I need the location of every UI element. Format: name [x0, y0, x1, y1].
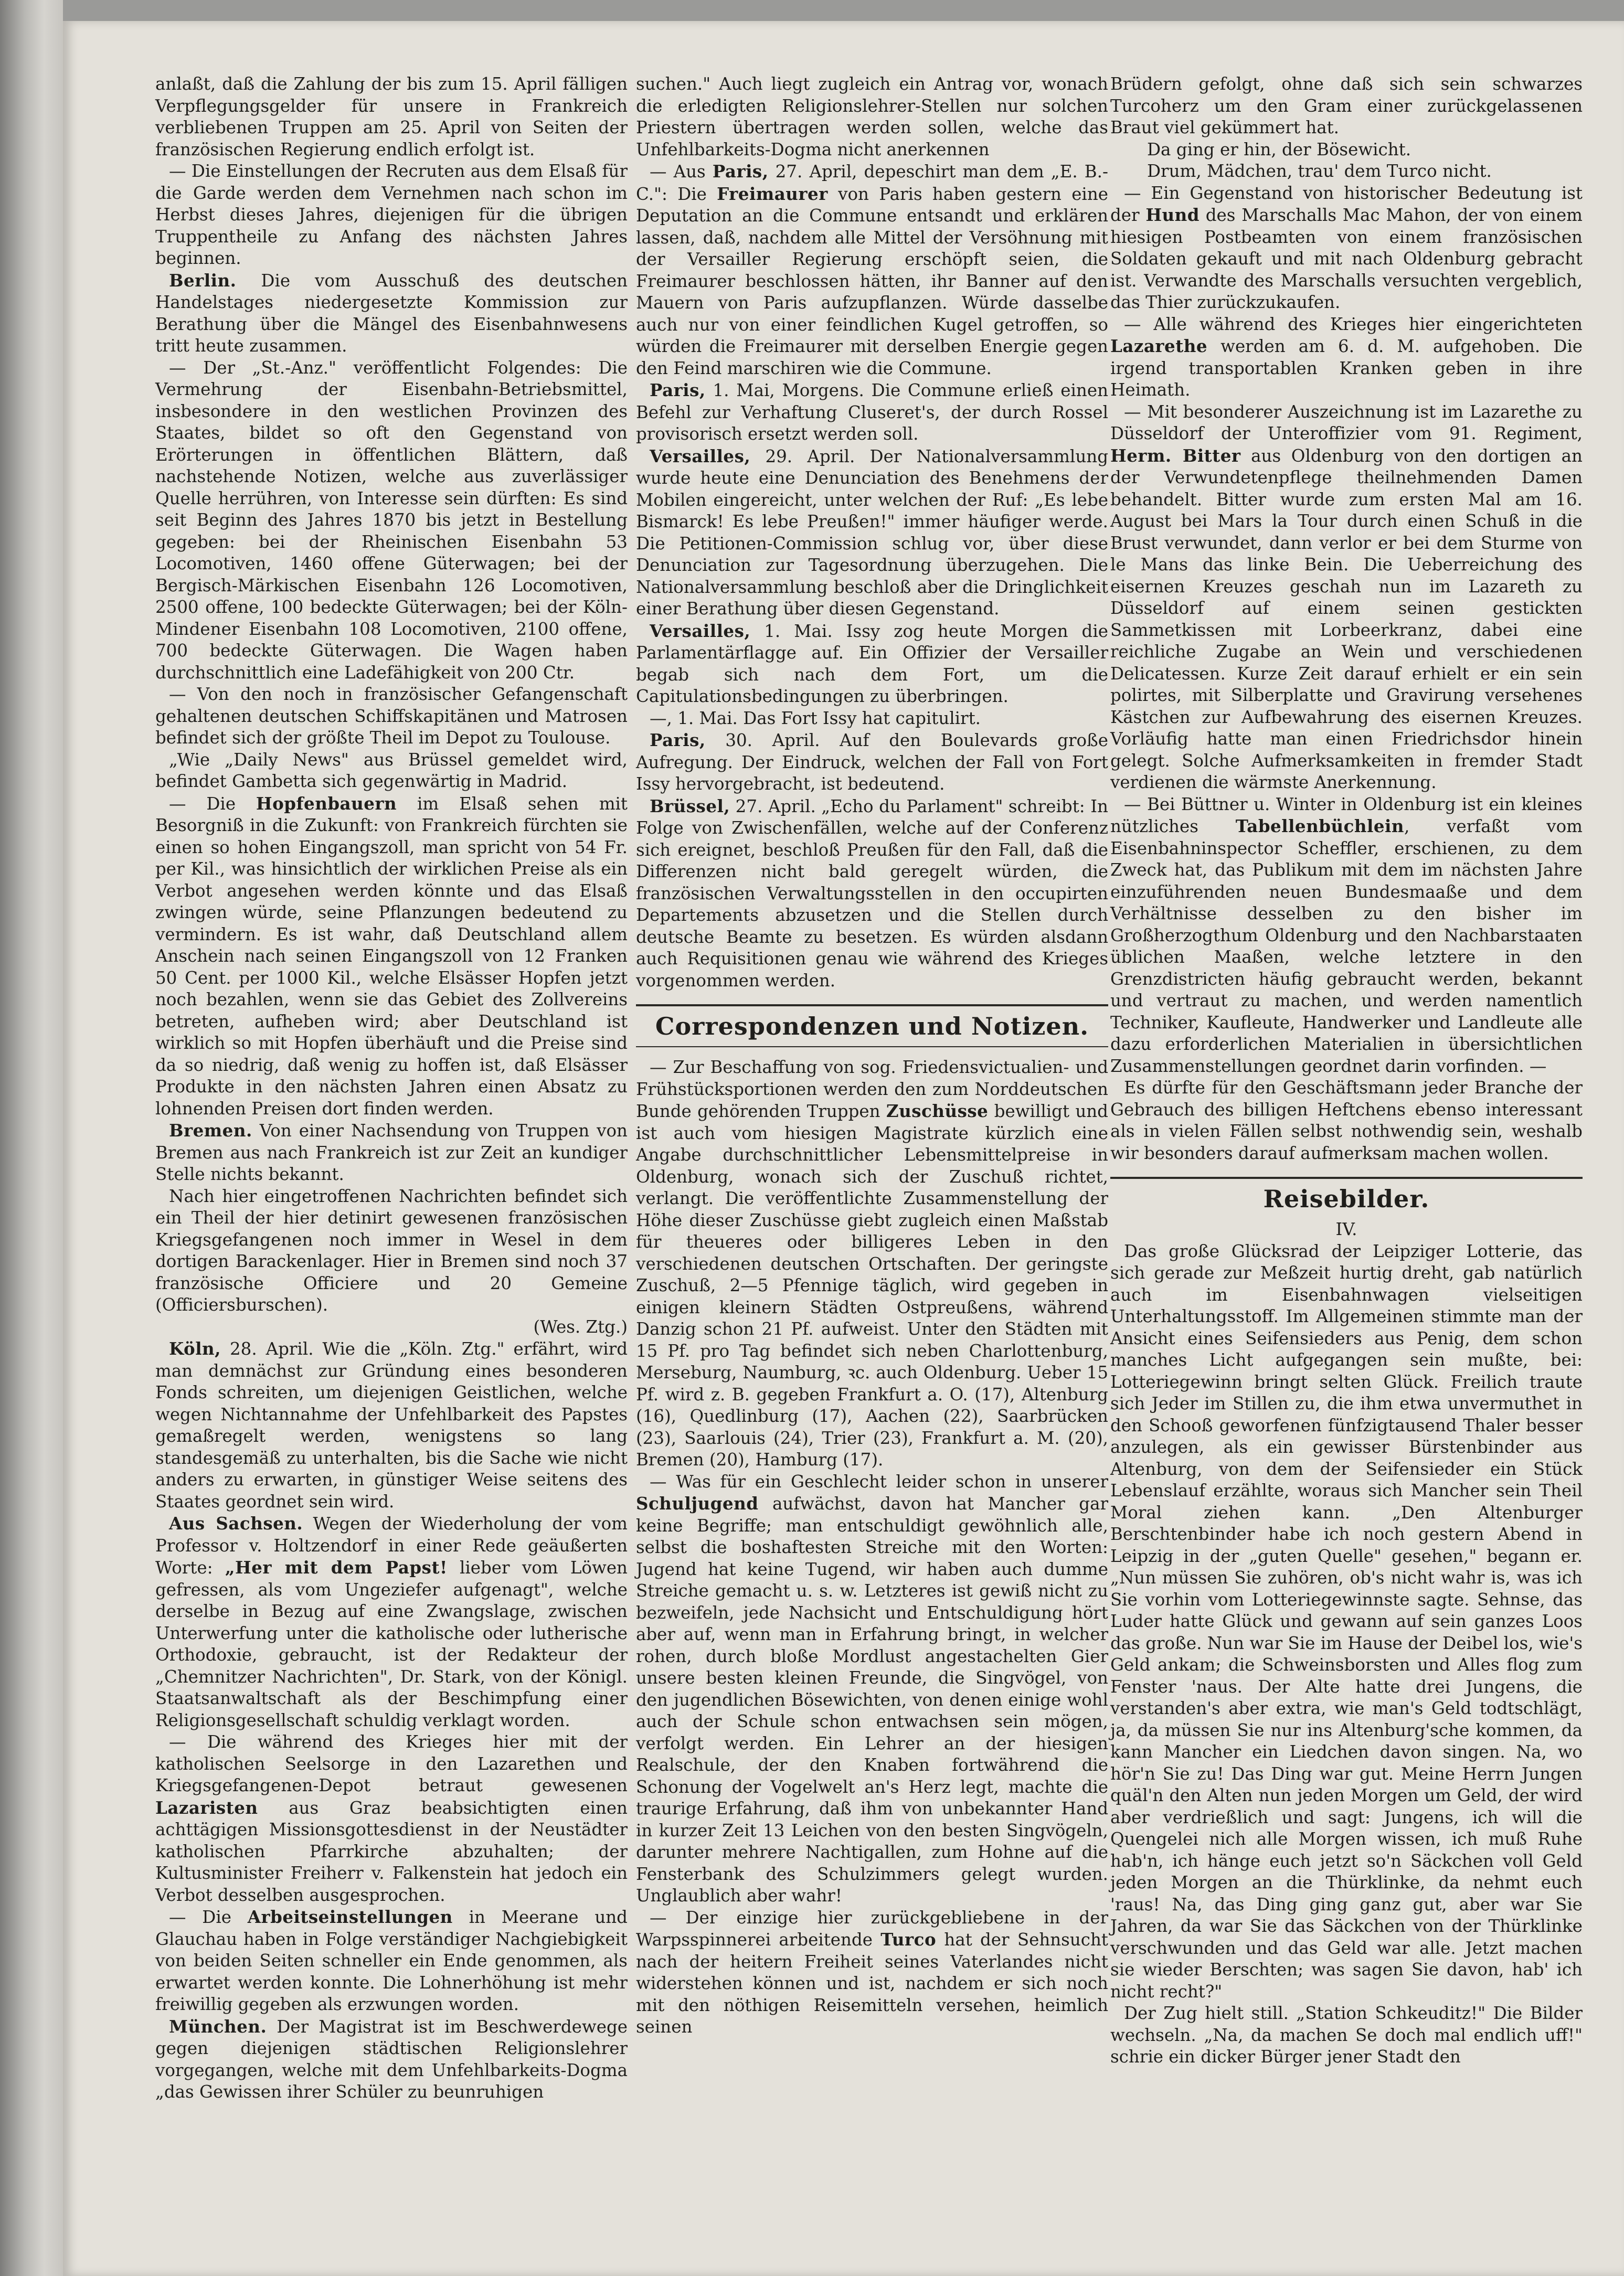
dateline: Paris,: [712, 161, 769, 182]
dateline: Aus Sachsen.: [169, 1513, 303, 1534]
article-paragraph: — Der „St.-Anz." veröffentlicht Folgendes: Die Vermehrung der Eisenbahn-Betriebsmittel, insbesondere in den westlichen Provinzen des Staates, bildet so oft den Gegenstand von Erörterungen in öffentlichen Blättern, daß nachstehende Notizen, welche aus zuverlässiger Quelle herrühren, von Interesse sein dürften: Es sind seit Beginn des Jahres 1870 bis jetzt in Bestellung gegeben: bei der Rheinischen Eisenbahn 53 Locomotiven, 1460 offene Güterwagen; bei der Bergisch-Märkischen Eisenbahn 126 Locomotiven, 2500 offene, 100 bedeckte Güterwagen; bei der Köln-Mindener Eisenbahn 108 Locomotiven, 2100 offene, 700 bedeckte Güterwagen. Die Wagen haben durchschnittlich eine Ladefähigkeit von 200 Ctr.: [155, 357, 628, 683]
keyword: Lazaristen: [155, 1797, 258, 1818]
keyword: Freimaurer: [717, 183, 828, 204]
article-paragraph: —, 1. Mai. Das Fort Issy hat capitulirt.: [650, 708, 981, 728]
dateline: Paris,: [650, 380, 706, 400]
keyword: Herm. Bitter: [1110, 445, 1241, 466]
article-hund: — Ein Gegenstand von historischer Bedeutung ist der Hund des Marschalls Mac Mahon, der von einem hiesigen Postbeamten von einem französischen Soldaten gekauft und mit nach Oldenburg gebracht ist. Verwandte des Marschalls versuchten vergeblich, das Thier zurückzukaufen.: [1110, 183, 1583, 312]
verse-line: Da ging er hin, der Bösewicht.: [1147, 139, 1411, 159]
article-arbeitseinstellungen: — Die Arbeitseinstellungen in Meerane und Glauchau haben in Folge verständiger Nachgiebigkeit von beiden Seiten schneller ein Ende genommen, als erwartet werden konnte. Die Lohnerhöhung ist mehr freiwillig gegeben als erzwungen worden.: [155, 1907, 628, 2014]
keyword: Hund: [1145, 205, 1200, 225]
article-paragraph: suchen." Auch liegt zugleich ein Antrag vor, wonach die erledigten Religionslehrer-Stellen nur solchen Priestern übertragen werden sollen, welche das Unfehlbarkeits-Dogma nicht anerkennen: [636, 74, 1108, 159]
article-versailles: Versailles, 1. Mai. Issy zog heute Morgen die Parlamentärflagge auf. Ein Offizier der Versailler begab sich nach dem Fort, um die Capitulationsbedingungen zu überbringen.: [636, 620, 1108, 706]
article-paragraph: — Die Einstellungen der Recruten aus dem Elsaß für die Garde werden dem Vernehmen nach schon im Herbst dieses Jahres, diejenigen für die übrigen Truppentheile zu Anfang des nächsten Jahres beginnen.: [155, 161, 628, 268]
dateline: Versailles,: [650, 620, 751, 641]
article-paragraph: Nach hier eingetroffenen Nachrichten befindet sich ein Theil der hier detinirt gewesenen französischen Kriegsgefangenen noch immer in Wesel in dem dortigen Barackenlager. Hier in Bremen sind noch 37 französische Officiere und 20 Gemeine (Officiersburschen).: [155, 1186, 628, 1315]
article-freimaurer: — Aus Paris, 27. April, depeschirt man dem „E. B.-C.": Die Freimaurer von Paris haben gestern eine Deputation an die Commune entsandt und erklären lassen, daß, nachdem alle Mittel der Versöhnung mit der Versailler Regierung erschöpft seien, die Freimaurer beschlossen hätten, ihr Banner auf den Mauern von Paris aufzupflanzen. Würde dasselbe auch nur von einer feindlichen Kugel getroffen, so würden die Freimaurer mit derselben Energie gegen den Feind marschiren wie die Commune.: [636, 161, 1108, 378]
article-tabellenbuechlein: — Bei Büttner u. Winter in Oldenburg ist ein kleines nützliches Tabellenbüchlein, verfaßt vom Eisenbahninspector Scheffler, erschienen, zu dem Zweck hat, das Publikum mit dem im nächsten Jahre einzuführenden neuen Bundesmaaße und dem Verhältnisse desselben zu den bisher im Großherzogthum Oldenburg und den Nachbarstaaten üblichen Maaßen, welche letztere in den Grenzdistricten häufig gebraucht werden, bekannt und vertraut zu machen, und werden namentlich Techniker, Kaufleute, Handwerker und Landleute alle dazu erforderlichen Materialien in übersichtlichen Zusammenstellungen geordnet darin vorfinden. —: [1110, 794, 1583, 1076]
article-bremen: Bremen. Von einer Nachsendung von Truppen von Bremen aus nach Frankreich ist zur Zeit an kundiger Stelle nichts bekannt.: [155, 1120, 628, 1184]
article-reisebilder: Das große Glücksrad der Leipziger Lotterie, das sich gerade zur Meßzeit hurtig dreht, gab natürlich auch im Eisenbahnwagen vielseitigen Unterhaltungsstoff. Im Allgemeinen stimmte man der Ansicht eines Seifensieders aus Penig, dem schon manches Licht aufgegangen sein mußte, bei: Lotteriegewinn bringt selten Glück. Freilich traute sich Jeder im Stillen zu, die ihm etwa unvermuthet in den Schooß geworfenen fünfzigtausend Thaler besser anzulegen, als ein gewisser Bürstenbinder aus Altenburg, von dem der Seifensieder ein Stück Lebenslauf erzählte, woraus sich Mancher sein Theil Moral ziehen kann. „Den Altenburger Berschtenbinder habe ich noch gestern Abend in Leipzig in der „guten Quelle" gesehen," begann er. „Nun müssen Sie zuhören, ob's nicht wahr is, was ich Sie vorhin vom Lotteriegewinnste sagte. Sehnse, das Luder hatte Glück und gewann auf sein ganzes Loos das große. Nun war Sie im Hause der Deibel los, wie's Geld ankam; die Schweinsborsten und Alles flog zum Fenster 'naus. Der Alte hatte drei Jungens, die verstanden's aber extra, wie man's Geld todtschlägt, ja, da müssen Sie nur ins Altenburg'sche kommen, da kann Mancher ein Liedchen davon singen. Na, wo hör'n Sie zu! Das Ding war gut. Meine Herrn Jungen quäl'n den Alten nun jeden Morgen um Geld, der wird aber verdrießlich und sagt: Jungens, ich will die Quengelei nich alle Morgen wissen, ich muß Ruhe hab'n, ich hänge euch jetzt so'n Säckchen voll Geld jeden Morgen an die Thürklinke, da nehmt euch 'raus! Na, das Ding ging ganz gut, aber war Sie Jahren, da war Sie das Säckchen von der Thürklinke verschwunden und das Geld war alle. Jetzt machen sie wieder Berschten; was sagen Sie davon, hab' ich nicht recht?": [1110, 1241, 1583, 2002]
article-muenchen: München. Der Magistrat ist im Beschwerdewege gegen diejenigen städtischen Religionslehrer vorgegangen, welche mit dem Unfehlbarkeits-Dogma „das Gewissen ihrer Schüler zu beunruhigen: [155, 2016, 628, 2102]
keyword: Zuschüsse: [886, 1101, 989, 1121]
dateline: Paris,: [650, 730, 706, 750]
column-3: [1110, 73, 1583, 2068]
keyword: Arbeitseinstellungen: [247, 1907, 453, 1927]
article-sachsen: Aus Sachsen. Wegen der Wiederholung der vom Professor v. Holtzendorf in einer Rede geäußerten Worte: „Her mit dem Papst! lieber vom Löwen gefressen, als vom Ungeziefer aufgenagt", welche derselbe in Bezug auf eine Zwangslage, zwischen Unterwerfung unter die katholische oder lutherische Orthodoxie, gebraucht, ist der Redakteur der „Chemnitzer Nachrichten", Dr. Stark, von der Königl. Staatsanwaltschaft als der Beschimpfung einer Religionsgesellschaft schuldig verklagt worden.: [155, 1513, 628, 1730]
article-paragraph: „Wie „Daily News" aus Brüssel gemeldet wird, befindet Gambetta sich gegenwärtig in Madrid.: [155, 749, 628, 791]
section-heading: Correspondenzen und Notizen.: [655, 1012, 1089, 1040]
article-bitter: — Mit besonderer Auszeichnung ist im Lazarethe zu Düsseldorf der Unteroffizier vom 91. Regiment, Herm. Bitter aus Oldenburg von den dortigen an der Verwundetenpflege theilnehmenden Damen behandelt. Bitter wurde zum ersten Mal am 16. August bei Mars la Tour durch einen Schuß in die Brust verwundet, dann verlor er bei dem Sturme von le Mans das linke Bein. Die Ueberreichung des eisernen Kreuzes geschah nun im Lazareth zu Düsseldorf auf einem seinen gestickten Sammetkissen mit Lorbeerkranz, dabei eine reichliche Zugabe an Wein und verschiedenen Delicatessen. Kurze Zeit darauf erhielt er ein sein polirtes, mit Silberplatte und Gravirung versehenes Kästchen zur Aufbewahrung des eisernen Kreuzes. Vorläufig hatte man einen Friedrichsdor hinein gelegt. Solche Aufmerksamkeiten in fremder Stadt verdienen die wärmste Anerkennung.: [1110, 401, 1583, 792]
keyword: Lazarethe: [1110, 336, 1208, 356]
keyword: Turco: [880, 1929, 937, 1950]
column-2: [636, 73, 1108, 2038]
dateline: Brüssel,: [650, 795, 730, 816]
section-number: IV.: [1335, 1219, 1357, 1239]
article-hopfenbauern: — Die Hopfenbauern im Elsaß sehen mit Besorgniß in die Zukunft: von Frankreich fürchten sie einen so hohen Eingangszoll, man spricht von 54 Fr. per Kil., was hinsichtlich der wirklichen Preise als ein Verbot angesehen werden könnte und das Elsaß zwingen würde, seine Pflanzungen bedeutend zu vermindern. Es ist wahr, daß Deutschland allem Anschein nach seinen Eingangszoll von 12 Franken 50 Cent. per 1000 Kil., welche Elsässer Hopfen jetzt noch bezahlen, wenn sie das Gebiet des Zollvereins betreten, aufheben wird; aber Deutschland ist wirklich so mit Hopfen überhäuft und die Preise sind da so niedrig, daß wenig zu hoffen ist, daß Elsässer Produkte in den nächsten Jahren einen Absatz zu lohnenden Preisen dort finden werden.: [155, 793, 628, 1119]
section-rule: [1110, 1177, 1583, 1179]
article-berlin: Berlin. Die vom Ausschuß des deutschen Handelstages niedergesetzte Kommission zur Berathung über die Mängel des Eisenbahnwesens tritt heute zusammen.: [155, 270, 628, 356]
book-spine-edge: [0, 0, 63, 2276]
article-paragraph: Es dürfte für den Geschäftsmann jeder Branche der Gebrauch des billigen Heftchens ebenso interessant als in vielen Fällen selbst nothwendig sein, weshalb wir besonders darauf aufmerksam machen wollen.: [1110, 1078, 1583, 1163]
article-paragraph: anlaßt, daß die Zahlung der bis zum 15. April fälligen Verpflegungsgelder für unsere in Frankreich verbliebenen Truppen am 25. April von Seiten der französischen Regierung endlich erfolgt ist.: [155, 74, 628, 159]
column-1: [155, 73, 628, 2103]
section-rule: [636, 1004, 1108, 1006]
dateline: Bremen.: [169, 1120, 252, 1141]
article-versailles: Versailles, 29. April. Der Nationalversammlung wurde heute eine Denunciation des Benehmens der Mobilen eingereicht, unter welchen der Ruf: „Es lebe Bismarck! Es lebe Preußen!" immer häufiger werde. Die Petitionen-Commission schlug vor, über diese Denunciation zur Tagesordnung überzugehen. Die Nationalversammlung beschloß aber die Dringlichkeit einer Berathung über diesen Gegenstand.: [636, 445, 1108, 619]
keyword: Tabellenbüchlein: [1235, 816, 1404, 836]
dateline: Versailles,: [650, 445, 751, 466]
section-heading: Reisebilder.: [1263, 1185, 1430, 1213]
keyword: Hopfenbauern: [256, 793, 397, 814]
verse-line: Drum, Mädchen, trau' dem Turco nicht.: [1147, 161, 1492, 181]
article-paragraph: Der Zug hielt still. „Station Schkeuditz!" Die Bilder wechseln. „Na, da machen Se doch mal endlich uff!" schrie ein dicker Bürger jener Stadt den: [1110, 2003, 1583, 2067]
dateline: Köln,: [169, 1338, 221, 1359]
article-paris: Paris, 1. Mai, Morgens. Die Commune erließ einen Befehl zur Verhaftung Cluseret's, der durch Rossel provisorisch ersetzt werden soll.: [636, 380, 1108, 444]
article-lazarethe: — Alle während des Krieges hier eingerichteten Lazarethe werden am 6. d. M. aufgehoben. Die irgend transportablen Kranken geben in ihre Heimath.: [1110, 314, 1583, 400]
keyword: „Her mit dem Papst!: [225, 1557, 448, 1578]
dateline: Berlin.: [169, 270, 237, 291]
article-paragraph: Brüdern gefolgt, ohne daß sich sein schwarzes Turcoherz um den Gram einer zurückgelassenen Braut viel gekümmert hat.: [1110, 74, 1583, 137]
section-rule: [636, 1046, 1108, 1047]
article-paris: Paris, 30. April. Auf den Boulevards große Aufregung. Der Eindruck, welchen der Fall von Fort Issy hervorgebracht, ist bedeutend.: [636, 730, 1108, 794]
article-paragraph: — Von den noch in französischer Gefangenschaft gehaltenen deutschen Schiffskapitänen und Matrosen befindet sich der größte Theil im Depot zu Toulouse.: [155, 684, 628, 748]
newspaper-page: [63, 21, 1624, 2276]
article-koeln: Köln, 28. April. Wie die „Köln. Ztg." erfährt, wird man demnächst zur Gründung eines besonderen Fonds schreiten, um diejenigen Geistlichen, welche wegen Nichtannahme der Unfehlbarkeit des Papstes gemaßregelt werden, wenigstens so lang standesgemäß zu unterhalten, bis die Sache wie nicht anders zu erwarten, in günstiger Weise seitens des Staates geordnet sein wird.: [155, 1338, 628, 1512]
article-schuljugend: — Was für ein Geschlecht leider schon in unserer Schuljugend aufwächst, davon hat Mancher gar keine Begriffe; man entschuldigt gewöhnlich alle, selbst die boshaftesten Streiche mit den Worten: Jugend hat keine Tugend, wir haben auch dumme Streiche gemacht u. s. w. Letzteres ist gewiß nicht zu bezweifeln, jede Nachsicht und Entschuldigung hört aber auf, wenn man in Erfahrung bringt, in welcher rohen, durch bloße Mordlust angestachelten Gier unsere besten kleinen Freunde, die Singvögel, von den jugendlichen Bösewichten, von denen einige wohl auch der Schule schon entwachsen sein mögen, verfolgt werden. Ein Lehrer an der hiesigen Realschule, der den Knaben fortwährend die Schonung der Vogelwelt an's Herz legt, machte die traurige Erfahrung, daß ihm von unbekannter Hand in kurzer Zeit 13 Leichen von den besten Singvögeln, darunter mehrere Nachtigallen, zum Hohne auf die Fensterbank des Schulzimmers gelegt wurden. Unglaublich aber wahr!: [636, 1471, 1108, 1906]
article-zuschuesse: — Zur Beschaffung von sog. Friedensvictualien- und Frühstücksportionen werden den zum Norddeutschen Bunde gehörenden Truppen Zuschüsse bewilligt und ist auch vom hiesigen Magistrate kürzlich eine Angabe durchschnittlicher Lebensmittelpreise in Oldenburg, wonach sich der Zuschuß richtet, verlangt. Die veröffentlichte Zusammenstellung der Höhe dieser Zuschüsse giebt zugleich einen Maßstab für theueres oder billigeres Leben in den verschiedenen deutschen Ortschaften. Der geringste Zuschuß, 2—5 Pfennige täglich, wird gegeben in einigen kleinern Städten Ostpreußens, während Danzig schon 21 Pf. aufweist. Unter den Städten mit 15 Pf. pro Tag befindet sich neben Charlottenburg, Merseburg, Naumburg, ꝛc. auch Oldenburg. Ueber 15 Pf. wird z. B. gegeben Frankfurt a. O. (17), Altenburg (16), Quedlinburg (17), Aachen (22), Saarbrücken (23), Saarlouis (24), Trier (23), Frankfurt a. M. (20), Bremen (20), Hamburg (17).: [636, 1057, 1108, 1470]
source-citation: (Wes. Ztg.): [533, 1316, 628, 1337]
keyword: Schuljugend: [636, 1493, 759, 1514]
article-lazaristen: — Die während des Krieges hier mit der katholischen Seelsorge in den Lazarethen und Kriegsgefangenen-Depot betraut gewesenen Lazaristen aus Graz beabsichtigten einen achttägigen Missionsgottesdienst in der Neustädter katholischen Pfarrkirche abzuhalten; der Kultusminister Freiherr v. Falkenstein hat jedoch ein Verbot desselben ausgesprochen.: [155, 1732, 628, 1905]
dateline: München.: [169, 2016, 267, 2037]
article-bruessel: Brüssel, 27. April. „Echo du Parlament" schreibt: In Folge von Zwischenfällen, welche auf der Conferenz sich ereignet, beschloß Preußen für den Fall, daß die Differenzen nicht bald geregelt würden, die französischen Verwaltungsstellen in den occupirten Departements abzusetzen und die Stellen durch deutsche Beamte zu besetzen. Es würden alsdann auch Requisitionen genau wie während des Krieges vorgenommen werden.: [636, 795, 1108, 991]
article-turco: — Der einzige hier zurückgebliebene in der Warpsspinnerei arbeitende Turco hat der Sehnsucht nach der heitern Freiheit seines Vaterlandes nicht widerstehen können und ist, nachdem er sich noch mit den nöthigen Reisemitteln versehen, heimlich seinen: [636, 1907, 1108, 2037]
